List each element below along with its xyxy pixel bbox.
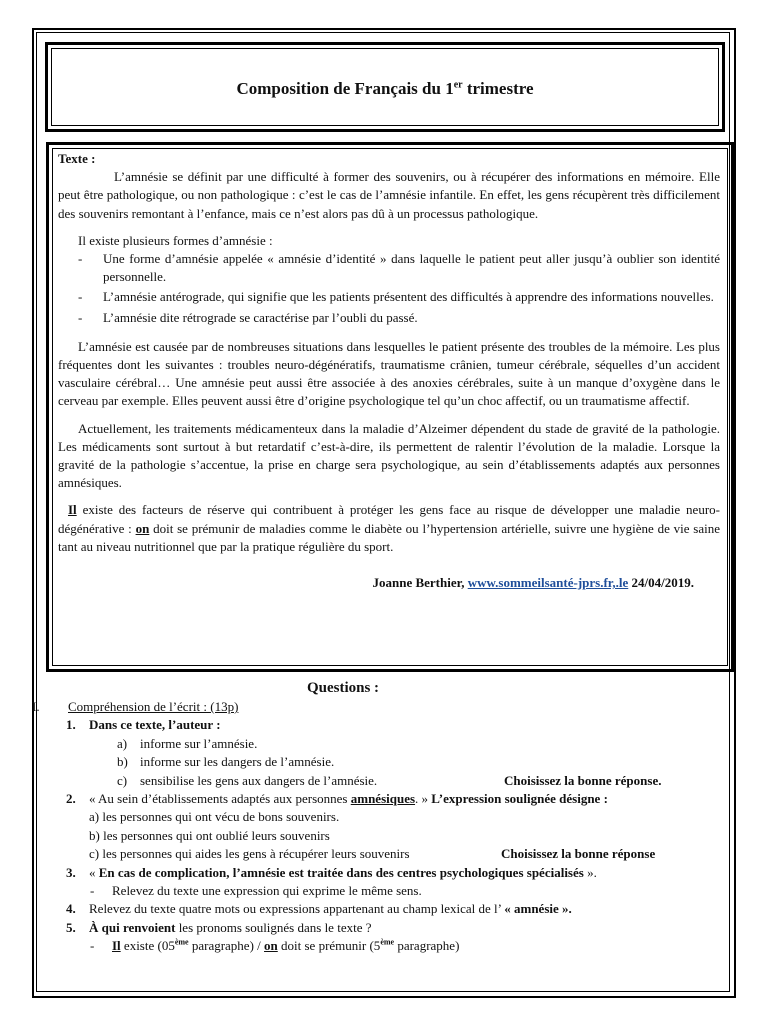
title-box — [45, 42, 725, 132]
list-item: - Une forme d’amnésie appelée « amnésie d’identité » dans laquelle le patient peut aller jusqu’à oublier son identité personnelle. — [78, 251, 720, 285]
text-label: Texte : — [58, 151, 96, 166]
q1-option-c: c) sensibilise les gens aux dangers de l’amnésie. Choisissez la bonne réponse. — [34, 772, 714, 790]
section-heading: I. Compréhension de l’écrit : (13p) — [32, 699, 239, 714]
question-1: 1. Dans ce texte, l’auteur : — [66, 717, 221, 733]
q2-option-a: a) les personnes qui ont vécu de bons souvenirs. — [89, 809, 340, 825]
page-title: Composition de Français du 1er trimestre — [236, 79, 534, 98]
question-4: 4. Relevez du texte quatre mots ou expressions appartenant au champ lexical de l’ « amnésie ». — [66, 901, 572, 917]
pronoun-il: Il — [68, 502, 77, 518]
q2-option-b: b) les personnes qui ont oublié leurs souvenirs — [89, 827, 330, 843]
source-link[interactable]: www.sommeilsanté-jprs.fr,.le — [467, 575, 629, 591]
paragraph-4: Actuellement, les traitements médicamenteux dans la maladie d’Alzeimer dépendent du stade de gravité de la pathologie. Les médicaments sont surtout à but retardatif c’est-à-dire, ils permettent de ralentir l’évolution de la maladie. Lorsque la gravité de la pathologie s’accentue, la prise en charge sera psychologique, au sein d’établissements adaptés aux personnes amnésiques. — [58, 420, 720, 491]
paragraph-5: Il existe des facteurs de réserve qui contribuent à protéger les gens face au risque de développer une maladie neuro-dégénérative : on doit se prémunir de maladies comme le diabète ou l’hypertension artérielle, suivre une hygiène de vie saine tant au niveau nutritionnel que par la pratique régulière du sport. — [58, 502, 720, 554]
q5-sub: - Il existe (05ème paragraphe) / on doit se prémunir (5ème paragraphe) — [90, 937, 460, 954]
q3-sub: - Relevez du texte une expression qui exprime le même sens. — [90, 883, 422, 899]
paragraph-1: L’amnésie se définit par une difficulté à former des souvenirs, ou à récupérer des informations en mémoire. Elle peut être pathologique, ou non pathologique : c’est le cas de l’amnésie infantile. En effet, les gens récupèrent très difficilement des souvenirs remontant à l’enfance, mais ce n’est alors pas dû à un processus pathologique. — [58, 169, 720, 221]
q1-option-b: b) informe sur les dangers de l’amnésie. — [117, 754, 335, 770]
questions-title: Questions : — [306, 680, 380, 696]
question-3: 3. « En cas de complication, l’amnésie est traitée dans des centres psychologiques spécialisés ». — [66, 864, 597, 880]
text-box — [46, 142, 734, 672]
q2-instruction: Choisissez la bonne réponse — [501, 846, 656, 862]
q1-option-a: a) informe sur l’amnésie. — [117, 735, 258, 751]
questions-section — [34, 698, 714, 956]
signature: Joanne Berthier, www.sommeilsanté-jprs.fr,.le 24/04/2019. — [372, 575, 694, 591]
q1-instruction: Choisissez la bonne réponse. — [504, 772, 662, 788]
list-item: - L’amnésie dite rétrograde se caractérise par l’oubli du passé. — [78, 309, 418, 325]
q2-option-c: c) les personnes qui aides les gens à récupérer leurs souvenirs Choisissez la bonne réponse — [34, 845, 714, 863]
amnesia-forms-list — [58, 250, 720, 327]
list-item: - L’amnésie antérograde, qui signifie que les patients présentent des difficultés à apprendre des informations nouvelles. — [78, 289, 714, 305]
question-5: 5. À qui renvoient les pronoms soulignés dans le texte ? — [66, 919, 372, 935]
text-content — [58, 150, 720, 592]
paragraph-2-intro: Il existe plusieurs formes d’amnésie : — [78, 232, 273, 248]
paragraph-3: L’amnésie est causée par de nombreuses situations dans lesquelles le patient présente des troubles de la mémoire. Les plus fréquentes dont les suivantes : troubles neuro-dégénératifs, traumatisme crânien, tumeur cérébrale, séquelles d’un accident vasculaire cérébral… Une amnésie peut aussi être associée à des anoxies cérébrales, suite à un manque d’oxygène dans le cerveau par exemple. Elles peuvent aussi être d’origine psychologique tel qu’un choc affectif, ou un traumatisme affectif. — [58, 338, 720, 409]
pronoun-on: on — [135, 520, 150, 536]
question-2: 2. « Au sein d’établissements adaptés aux personnes amnésiques. » L’expression soulignée désigne : — [66, 791, 608, 807]
